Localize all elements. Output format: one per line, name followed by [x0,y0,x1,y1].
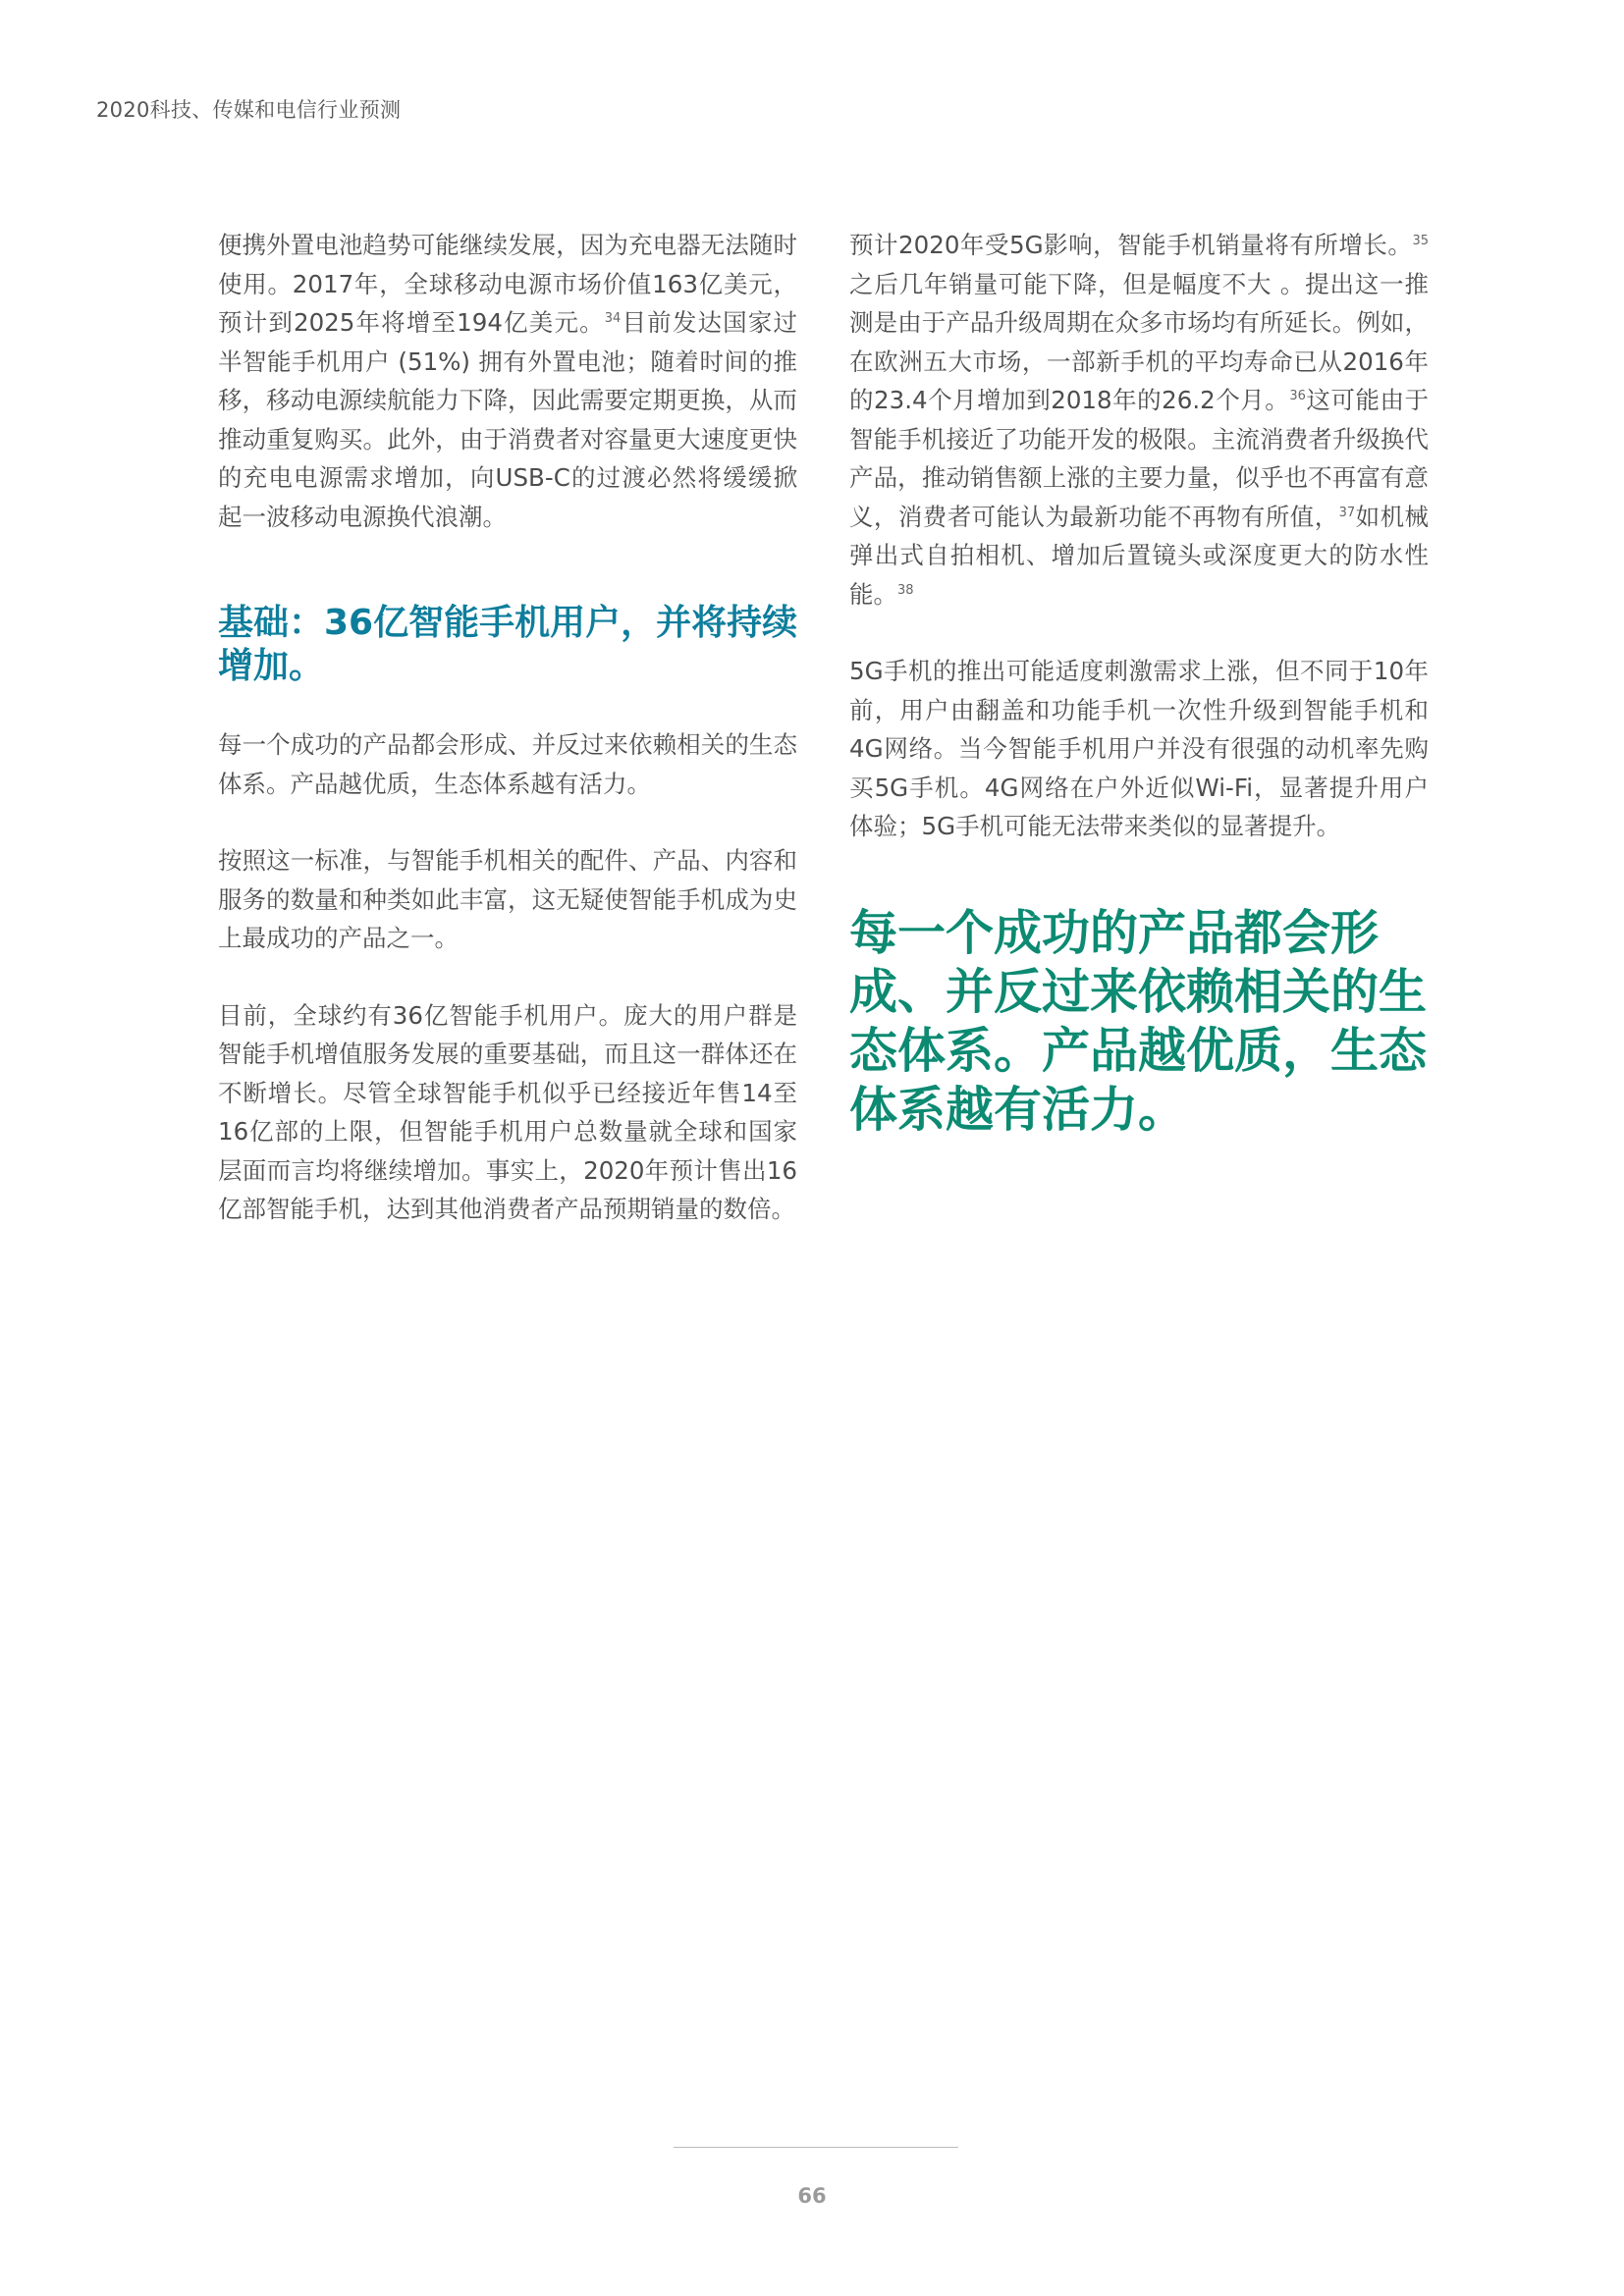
paragraph-users: 目前，全球约有36亿智能手机用户。庞大的用户群是智能手机增值服务发展的重要基础，而且这一群体还在不断增长。尽管全球智能手机似乎已经接近年售14至16亿部的上限，但智能手机用户总数量就全球和国家层面而言均将继续增加。事实上，2020年预计售出16亿部智能手机，达到其他消费者产品预期销量的数倍。 [218,1000,797,1223]
paragraph-ecosystem: 每一个成功的产品都会形成、并反过来依赖相关的生态体系。产品越优质，生态体系越有活力。 [218,730,797,798]
page-number: 66 [797,2184,827,2208]
left-column [218,226,797,1267]
pull-quote: 每一个成功的产品都会形成、并反过来依赖相关的生态体系。产品越优质，生态体系越有活力。 [849,904,1428,1138]
footnote-ref[interactable]: 36 [1289,388,1306,403]
paragraph-external-battery [218,226,797,536]
paragraph-text: 这可能由于智能手机接近了功能开发的极限。主流消费者升级换代产品，推动销售额上涨的主要力量，似乎也不再富有意义，消费者可能认为最新功能不再物有所值， [849,386,1430,531]
paragraph-standard: 按照这一标准，与智能手机相关的配件、产品、内容和服务的数量和种类如此丰富，这无疑使智能手机成为史上最成功的产品之一。 [218,846,797,952]
paragraph-text: 之后几年销量可能下降，但是幅度不大 。提出这一推测是由于产品升级周期在众多市场均有所延长。例如，在欧洲五大市场，一部新手机的平均寿命已从2016年的23.4个月增加到2018年的26.2个月。 [849,269,1429,414]
section-heading: 基础：36亿智能手机用户，并将持续增加。 [218,603,798,686]
right-column [849,226,1429,1140]
paragraph-text: 目前发达国家过半智能手机用户 (51%) 拥有外置电池；随着时间的推移，移动电源续航能力下降，因此需要定期更换，从而推动重复购买。此外，由于消费者对容量更大速度更快的充电电源需求增加，向USB-C的过渡必然将缓缓掀起一波移动电源换代浪潮。 [218,308,797,531]
footnote-ref[interactable]: 37 [1338,505,1356,520]
paragraph-text: 预计2020年受5G影响，智能手机销量将有所增长。 [849,231,1413,259]
paragraph-text: 便携外置电池趋势可能继续发展，因为充电器无法随时使用。2017年，全球移动电源市场价值163亿美元，预计到2025年将增至194亿美元。 [218,231,797,337]
paragraph-sales-forecast [849,226,1429,614]
footnote-ref[interactable]: 34 [604,310,622,326]
running-header: 2020科技、传媒和电信行业预测 [96,98,402,122]
paragraph-5g: 5G手机的推出可能适度刺激需求上涨，但不同于10年前，用户由翻盖和功能手机一次性升级到智能手机和4G网络。当今智能手机用户并没有很强的动机率先购买5G手机。4G网络在户外近似Wi-Fi，显著提升用户体验；5G手机可能无法带来类似的显著提升。 [849,657,1429,840]
footnote-ref[interactable]: 38 [897,582,914,598]
footnote-ref[interactable]: 35 [1412,233,1429,248]
footer-divider [674,2147,958,2148]
paragraph-text: 如机械弹出式自拍相机、增加后置镜头或深度更大的防水性能。 [849,502,1430,609]
